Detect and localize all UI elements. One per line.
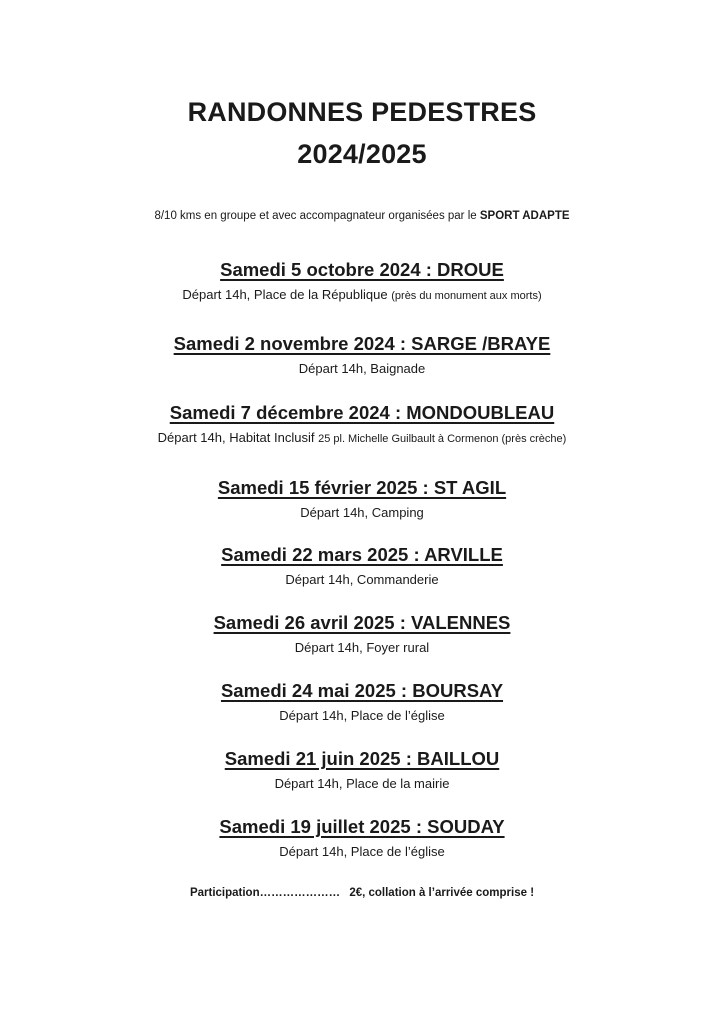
- event-detail: [0, 361, 724, 376]
- event-title: Samedi 21 juin 2025 : BAILLOU: [224, 748, 500, 769]
- event-departure-note: (près du monument aux morts): [391, 290, 542, 302]
- event-title: Samedi 15 février 2025 : ST AGIL: [217, 477, 507, 498]
- event-title: Samedi 24 mai 2025 : BOURSAY: [220, 680, 504, 701]
- event-title: Samedi 2 novembre 2024 : SARGE /BRAYE: [173, 333, 551, 354]
- event-detail: [0, 844, 724, 859]
- event-detail: [0, 572, 724, 587]
- event-departure: Départ 14h, Camping: [300, 505, 424, 520]
- event-departure: Départ 14h, Foyer rural: [294, 640, 430, 655]
- event-item: [0, 748, 724, 791]
- event-item: [0, 477, 724, 520]
- event-item: [0, 816, 724, 859]
- event-detail: [0, 708, 724, 723]
- event-departure: Départ 14h, Place de la République: [182, 287, 388, 302]
- participation-price: 2€, collation à l’arrivée comprise !: [349, 887, 535, 899]
- page-title-season: 2024/2025: [297, 139, 427, 169]
- event-detail: [0, 505, 724, 520]
- event-departure: Départ 14h, Place de l’église: [279, 844, 445, 859]
- event-detail: [0, 430, 724, 445]
- event-title: Samedi 26 avril 2025 : VALENNES: [213, 612, 511, 633]
- event-detail: [0, 776, 724, 791]
- page-title: RANDONNES PEDESTRES: [187, 97, 537, 127]
- event-title: Samedi 7 décembre 2024 : MONDOUBLEAU: [169, 402, 555, 423]
- event-departure: Départ 14h, Baignade: [298, 361, 426, 376]
- event-departure: Départ 14h, Place de l’église: [279, 708, 445, 723]
- event-item: [0, 544, 724, 587]
- event-item: [0, 259, 724, 302]
- event-item: [0, 333, 724, 376]
- event-title: Samedi 5 octobre 2024 : DROUE: [220, 259, 504, 280]
- event-title: Samedi 19 juillet 2025 : SOUDAY: [219, 816, 505, 837]
- event-item: [0, 402, 724, 445]
- intro-description: 8/10 kms en groupe et avec accompagnateur organisées par le: [154, 210, 477, 222]
- event-title: Samedi 22 mars 2025 : ARVILLE: [221, 544, 503, 565]
- event-departure: Départ 14h, Place de la mairie: [274, 776, 450, 791]
- participation-label: Participation…………………: [189, 887, 341, 899]
- event-item: [0, 680, 724, 723]
- participation-line: [0, 887, 724, 899]
- intro-organizer: SPORT ADAPTE: [479, 210, 570, 222]
- event-departure: Départ 14h, Commanderie: [285, 572, 439, 587]
- event-departure: Départ 14h, Habitat Inclusif: [157, 430, 315, 445]
- intro-text: [0, 210, 724, 222]
- event-item: [0, 612, 724, 655]
- event-detail: [0, 287, 724, 302]
- event-departure-note: 25 pl. Michelle Guilbault à Cormenon (près crèche): [318, 433, 567, 445]
- event-detail: [0, 640, 724, 655]
